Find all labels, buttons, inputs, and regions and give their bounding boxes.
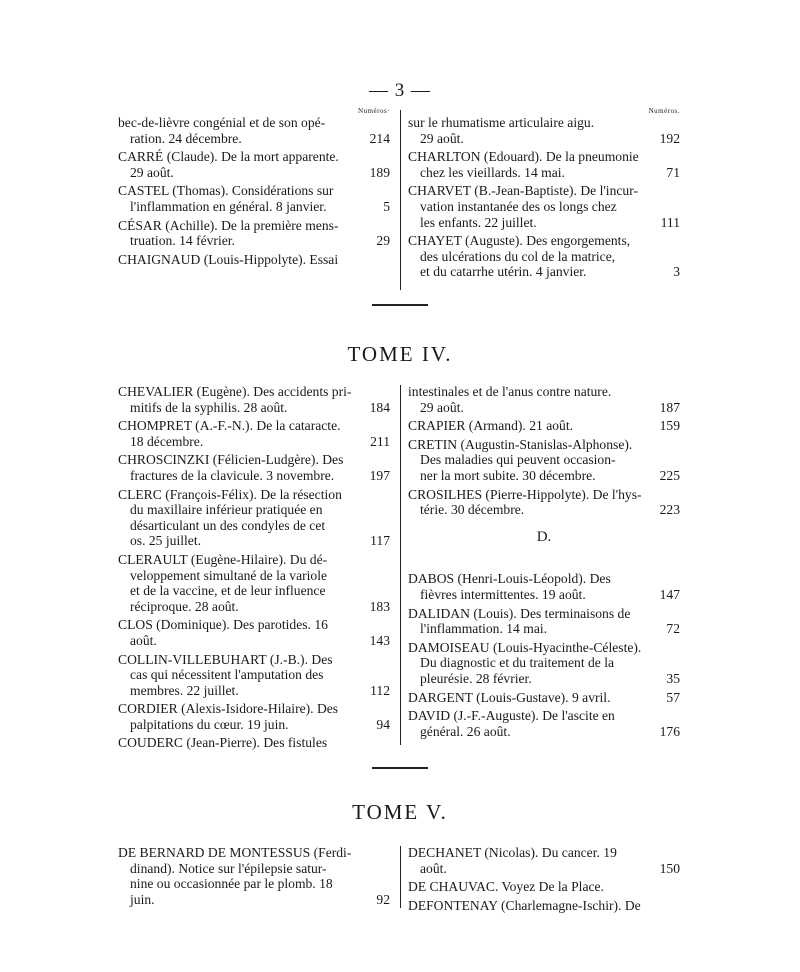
thesis-number: 94 bbox=[376, 716, 390, 732]
thesis-number bbox=[384, 115, 390, 131]
thesis-number: 112 bbox=[370, 682, 390, 698]
entry-text: CLERC (François-Félix). De la résection bbox=[118, 486, 342, 502]
thesis-number bbox=[674, 149, 680, 165]
thesis-number: 92 bbox=[376, 891, 390, 907]
thesis-number: 111 bbox=[660, 214, 680, 230]
entry-line bbox=[118, 468, 390, 484]
entry-text: CRAPIER (Armand). 21 août. bbox=[408, 418, 573, 434]
thesis-number bbox=[384, 502, 390, 518]
thesis-number bbox=[384, 149, 390, 165]
index-entry bbox=[408, 640, 680, 687]
thesis-number: 176 bbox=[659, 723, 680, 739]
entry-line bbox=[408, 437, 680, 453]
entry-line bbox=[408, 400, 680, 416]
index-entry bbox=[408, 418, 680, 434]
thesis-number bbox=[384, 735, 390, 751]
thesis-number bbox=[384, 652, 390, 668]
entry-text: nine ou occasionnée par le plomb. 18 bbox=[130, 876, 333, 892]
entry-line bbox=[118, 487, 390, 503]
entry-line bbox=[408, 640, 680, 656]
thesis-number bbox=[384, 183, 390, 199]
entry-line bbox=[118, 667, 390, 683]
entry-line bbox=[408, 199, 680, 215]
entry-line bbox=[118, 633, 390, 649]
entry-line bbox=[118, 384, 390, 400]
thesis-number: 197 bbox=[369, 467, 390, 483]
index-entry bbox=[408, 115, 680, 146]
index-entry bbox=[408, 487, 680, 518]
thesis-number bbox=[674, 898, 680, 914]
index-entry bbox=[408, 708, 680, 739]
thesis-number: 159 bbox=[659, 418, 680, 434]
entry-line bbox=[408, 690, 680, 706]
entry-line bbox=[408, 215, 680, 231]
entry-text: et de la vaccine, et de leur influence bbox=[130, 583, 326, 599]
entry-line bbox=[408, 233, 680, 249]
entry-line bbox=[118, 876, 390, 892]
entry-line bbox=[408, 845, 680, 861]
section-letter-d: D. bbox=[536, 528, 552, 545]
entry-text: dinand). Notice sur l'épilepsie satur- bbox=[130, 860, 327, 876]
entry-text: DABOS (Henri-Louis-Léopold). Des bbox=[408, 571, 611, 587]
entry-text: CHOMPRET (A.-F.-N.). De la cataracte. bbox=[118, 418, 341, 434]
thesis-number: 184 bbox=[369, 399, 390, 415]
index-entry bbox=[408, 233, 680, 280]
entry-text: 29 août. bbox=[420, 399, 464, 415]
thesis-number bbox=[674, 437, 680, 453]
entry-line bbox=[408, 898, 680, 914]
entry-text: CLERAULT (Eugène-Hilaire). Du dé- bbox=[118, 551, 328, 567]
entry-text: vation instantanée des os longs chez bbox=[420, 198, 617, 214]
entry-line bbox=[408, 502, 680, 518]
entry-text: l'inflammation. 14 mai. bbox=[420, 621, 548, 637]
entry-text: DE BERNARD DE MONTESSUS (Ferdi- bbox=[118, 845, 352, 860]
thesis-number: 223 bbox=[659, 502, 680, 518]
entry-line bbox=[118, 701, 390, 717]
entry-line bbox=[408, 861, 680, 877]
entry-text: bec-de-lièvre congénial et de son opé- bbox=[118, 115, 326, 130]
entry-text: fièvres intermittentes. 19 août. bbox=[420, 586, 586, 602]
entry-line bbox=[408, 264, 680, 280]
thesis-number bbox=[384, 861, 390, 877]
entry-line bbox=[408, 655, 680, 671]
index-entry bbox=[408, 571, 680, 602]
thesis-number: 143 bbox=[369, 632, 390, 648]
thesis-number: 72 bbox=[666, 621, 680, 637]
thesis-number bbox=[674, 183, 680, 199]
entry-line bbox=[118, 652, 390, 668]
entry-line bbox=[408, 149, 680, 165]
entry-text: COUDERC (Jean-Pierre). Des fistules bbox=[118, 735, 328, 751]
index-entry bbox=[118, 384, 390, 415]
thesis-number bbox=[384, 667, 390, 683]
entry-text: CHEVALIER (Eugène). Des accidents pri- bbox=[118, 384, 352, 399]
index-entry bbox=[408, 437, 680, 484]
entry-line bbox=[408, 606, 680, 622]
entry-text: CASTEL (Thomas). Considérations sur bbox=[118, 183, 334, 199]
numeros-header-left: Numéros· bbox=[358, 107, 390, 115]
entry-line bbox=[408, 621, 680, 637]
entry-line bbox=[118, 400, 390, 416]
entry-text: mitifs de la syphilis. 28 août. bbox=[130, 399, 288, 415]
index-entry bbox=[118, 115, 390, 146]
thesis-number: 117 bbox=[370, 533, 390, 549]
index-entry bbox=[118, 452, 390, 483]
thesis-number bbox=[674, 384, 680, 400]
entry-text: CORDIER (Alexis-Isidore-Hilaire). Des bbox=[118, 701, 339, 717]
entry-line bbox=[118, 599, 390, 615]
entry-line bbox=[118, 149, 390, 165]
index-entry bbox=[408, 183, 680, 230]
tome-v-title: TOME V. bbox=[352, 800, 448, 824]
entry-text: pleurésie. 28 février. bbox=[420, 670, 532, 686]
entry-line bbox=[408, 571, 680, 587]
thesis-number: 225 bbox=[659, 467, 680, 483]
entry-line bbox=[118, 861, 390, 877]
section1-right-column bbox=[408, 104, 680, 283]
entry-text: térie. 30 décembre. bbox=[420, 502, 525, 518]
entry-text: veloppement simultané de la variole bbox=[130, 567, 328, 583]
thesis-number bbox=[384, 452, 390, 468]
thesis-number bbox=[674, 233, 680, 249]
entry-line bbox=[118, 683, 390, 699]
column-divider bbox=[400, 110, 401, 290]
entry-line bbox=[118, 617, 390, 633]
entry-text: intestinales et de l'anus contre nature. bbox=[408, 384, 612, 399]
thesis-number bbox=[384, 252, 390, 268]
tome-v-right-column bbox=[408, 845, 680, 916]
entry-line bbox=[118, 892, 390, 908]
entry-line bbox=[118, 183, 390, 199]
entry-line bbox=[408, 671, 680, 687]
thesis-number: 189 bbox=[369, 164, 390, 180]
thesis-number: 57 bbox=[666, 689, 680, 705]
thesis-number bbox=[384, 384, 390, 400]
thesis-number bbox=[384, 568, 390, 584]
thesis-number bbox=[674, 640, 680, 656]
thesis-number: 150 bbox=[659, 860, 680, 876]
thesis-number: 29 bbox=[376, 233, 390, 249]
entry-line bbox=[118, 552, 390, 568]
index-entry bbox=[408, 606, 680, 637]
entry-line bbox=[118, 533, 390, 549]
entry-line bbox=[118, 199, 390, 215]
entry-line bbox=[408, 249, 680, 265]
entry-line bbox=[408, 879, 680, 895]
entry-line bbox=[118, 233, 390, 249]
index-entry bbox=[118, 845, 390, 907]
page-number: — 3 — bbox=[369, 80, 431, 101]
index-entry bbox=[118, 183, 390, 214]
entry-text: août. bbox=[420, 860, 447, 876]
thesis-number bbox=[674, 606, 680, 622]
thesis-number: 187 bbox=[659, 399, 680, 415]
entry-text: réciproque. 28 août. bbox=[130, 598, 239, 614]
thesis-number bbox=[384, 552, 390, 568]
thesis-number bbox=[674, 879, 680, 895]
tome-iv-title: TOME IV. bbox=[347, 342, 453, 366]
thesis-number bbox=[674, 845, 680, 861]
entry-text: DE CHAUVAC. Voyez De la Place. bbox=[408, 879, 604, 895]
entry-text: CARRÉ (Claude). De la mort apparente. bbox=[118, 149, 339, 165]
numeros-header-right: Numéros. bbox=[648, 107, 680, 115]
column-divider bbox=[400, 846, 401, 908]
entry-text: CROSILHES (Pierre-Hippolyte). De l'hys- bbox=[408, 486, 642, 502]
entry-text: juin. bbox=[130, 891, 155, 907]
entry-text: DEFONTENAY (Charlemagne-Ischir). De bbox=[408, 897, 641, 913]
entry-text: les enfants. 22 juillet. bbox=[420, 214, 537, 230]
index-entry bbox=[118, 552, 390, 614]
index-entry bbox=[408, 149, 680, 180]
entry-line bbox=[118, 845, 390, 861]
entry-text: 18 décembre. bbox=[130, 433, 204, 449]
entry-line bbox=[118, 717, 390, 733]
thesis-number: 5 bbox=[383, 198, 390, 214]
thesis-number bbox=[384, 617, 390, 633]
entry-text: COLLIN-VILLEBUHART (J.-B.). Des bbox=[118, 651, 333, 667]
thesis-number: 211 bbox=[370, 433, 390, 449]
entry-line bbox=[118, 434, 390, 450]
thesis-number: 71 bbox=[666, 164, 680, 180]
entry-line bbox=[118, 418, 390, 434]
entry-line bbox=[118, 252, 390, 268]
entry-line bbox=[408, 587, 680, 603]
entry-text: CRETIN (Augustin-Stanislas-Alphonse). bbox=[408, 436, 633, 452]
entry-text: DAMOISEAU (Louis-Hyacinthe-Céleste). bbox=[408, 639, 642, 655]
entry-line bbox=[408, 165, 680, 181]
thesis-number: 192 bbox=[659, 130, 680, 146]
entry-text: l'inflammation en général. 8 janvier. bbox=[130, 198, 327, 214]
entry-line bbox=[408, 487, 680, 503]
entry-text: cas qui nécessitent l'amputation des bbox=[130, 667, 324, 683]
entry-text: DARGENT (Louis-Gustave). 9 avril. bbox=[408, 689, 611, 705]
index-entry bbox=[118, 418, 390, 449]
thesis-number: 147 bbox=[659, 586, 680, 602]
entry-line bbox=[118, 568, 390, 584]
entry-line bbox=[118, 115, 390, 131]
index-entry bbox=[118, 149, 390, 180]
entry-line bbox=[118, 452, 390, 468]
entry-text: os. 25 juillet. bbox=[130, 533, 201, 549]
entry-text: ner la mort subite. 30 décembre. bbox=[420, 467, 596, 483]
index-entry bbox=[118, 252, 390, 268]
entry-text: du maxillaire inférieur pratiquée en bbox=[130, 502, 323, 518]
entry-text: CHROSCINZKI (Félicien-Ludgère). Des bbox=[118, 452, 344, 468]
thesis-number bbox=[674, 487, 680, 503]
thesis-number bbox=[674, 199, 680, 215]
entry-text: DECHANET (Nicolas). Du cancer. 19 bbox=[408, 845, 617, 860]
entry-line bbox=[408, 384, 680, 400]
thesis-number: 183 bbox=[369, 598, 390, 614]
column-divider bbox=[400, 385, 401, 745]
thesis-number bbox=[674, 708, 680, 724]
entry-text: 29 août. bbox=[420, 130, 464, 146]
tome-v-left-column bbox=[118, 845, 390, 910]
entry-text: CHAIGNAUD (Louis-Hippolyte). Essai bbox=[118, 251, 339, 267]
entry-text: août. bbox=[130, 632, 157, 648]
thesis-number bbox=[674, 655, 680, 671]
thesis-number bbox=[384, 876, 390, 892]
thesis-number bbox=[674, 115, 680, 131]
section-separator bbox=[372, 304, 428, 306]
entry-line bbox=[118, 735, 390, 751]
entry-text: Du diagnostic et du traitement de la bbox=[420, 655, 615, 671]
entry-line bbox=[408, 183, 680, 199]
entry-text: palpitations du cœur. 19 juin. bbox=[130, 716, 289, 732]
tome-iv-right-column bbox=[408, 384, 680, 742]
entry-line bbox=[408, 468, 680, 484]
index-entry bbox=[118, 652, 390, 699]
thesis-number bbox=[674, 249, 680, 265]
entry-line bbox=[118, 165, 390, 181]
entry-line bbox=[118, 131, 390, 147]
thesis-number bbox=[674, 452, 680, 468]
entry-line bbox=[408, 452, 680, 468]
thesis-number bbox=[674, 571, 680, 587]
entry-text: CÉSAR (Achille). De la première mens- bbox=[118, 217, 339, 233]
thesis-number bbox=[384, 218, 390, 234]
thesis-number bbox=[384, 845, 390, 861]
index-entry bbox=[408, 690, 680, 706]
entry-line bbox=[118, 218, 390, 234]
thesis-number bbox=[384, 583, 390, 599]
entry-text: sur le rhumatisme articulaire aigu. bbox=[408, 115, 595, 130]
thesis-number bbox=[384, 418, 390, 434]
entry-text: CHARVET (B.-Jean-Baptiste). De l'incur- bbox=[408, 183, 638, 199]
entry-text: et du catarrhe utérin. 4 janvier. bbox=[420, 264, 587, 280]
entry-line bbox=[118, 583, 390, 599]
entry-line bbox=[118, 518, 390, 534]
index-entry bbox=[118, 218, 390, 249]
tome-iv-left-column bbox=[118, 384, 390, 754]
entry-text: CHARLTON (Edouard). De la pneumonie bbox=[408, 149, 639, 165]
entry-text: 29 août. bbox=[130, 164, 174, 180]
index-entry bbox=[408, 898, 680, 914]
entry-text: des ulcérations du col de la matrice, bbox=[420, 248, 616, 264]
entry-text: fractures de la clavicule. 3 novembre. bbox=[130, 467, 335, 483]
entry-text: Des maladies qui peuvent occasion- bbox=[420, 452, 616, 468]
thesis-number bbox=[384, 701, 390, 717]
entry-text: désarticulant un des condyles de cet bbox=[130, 517, 326, 533]
thesis-number: 214 bbox=[369, 130, 390, 146]
index-entry bbox=[118, 701, 390, 732]
entry-line bbox=[118, 502, 390, 518]
thesis-number bbox=[384, 487, 390, 503]
thesis-number bbox=[384, 518, 390, 534]
index-entry bbox=[118, 617, 390, 648]
section-separator bbox=[372, 767, 428, 769]
entry-text: CHAYET (Auguste). Des engorgements, bbox=[408, 233, 631, 249]
entry-line bbox=[408, 115, 680, 131]
entry-text: truation. 14 février. bbox=[130, 233, 235, 249]
entry-line bbox=[408, 131, 680, 147]
entry-text: CLOS (Dominique). Des parotides. 16 bbox=[118, 617, 328, 633]
entry-text: ration. 24 décembre. bbox=[130, 130, 242, 146]
index-entry bbox=[118, 487, 390, 549]
entry-line bbox=[408, 724, 680, 740]
index-entry bbox=[118, 735, 390, 751]
entry-text: DAVID (J.-F.-Auguste). De l'ascite en bbox=[408, 708, 615, 724]
entry-text: chez les vieillards. 14 mai. bbox=[420, 164, 565, 180]
thesis-number: 3 bbox=[673, 264, 680, 280]
entry-text: général. 26 août. bbox=[420, 723, 511, 739]
entry-text: DALIDAN (Louis). Des terminaisons de bbox=[408, 605, 631, 621]
index-entry bbox=[408, 879, 680, 895]
entry-line bbox=[408, 708, 680, 724]
index-entry bbox=[408, 384, 680, 415]
entry-line bbox=[408, 418, 680, 434]
thesis-number: 35 bbox=[666, 670, 680, 686]
entry-text: membres. 22 juillet. bbox=[130, 682, 239, 698]
index-entry bbox=[408, 845, 680, 876]
section1-left-column bbox=[118, 104, 390, 270]
